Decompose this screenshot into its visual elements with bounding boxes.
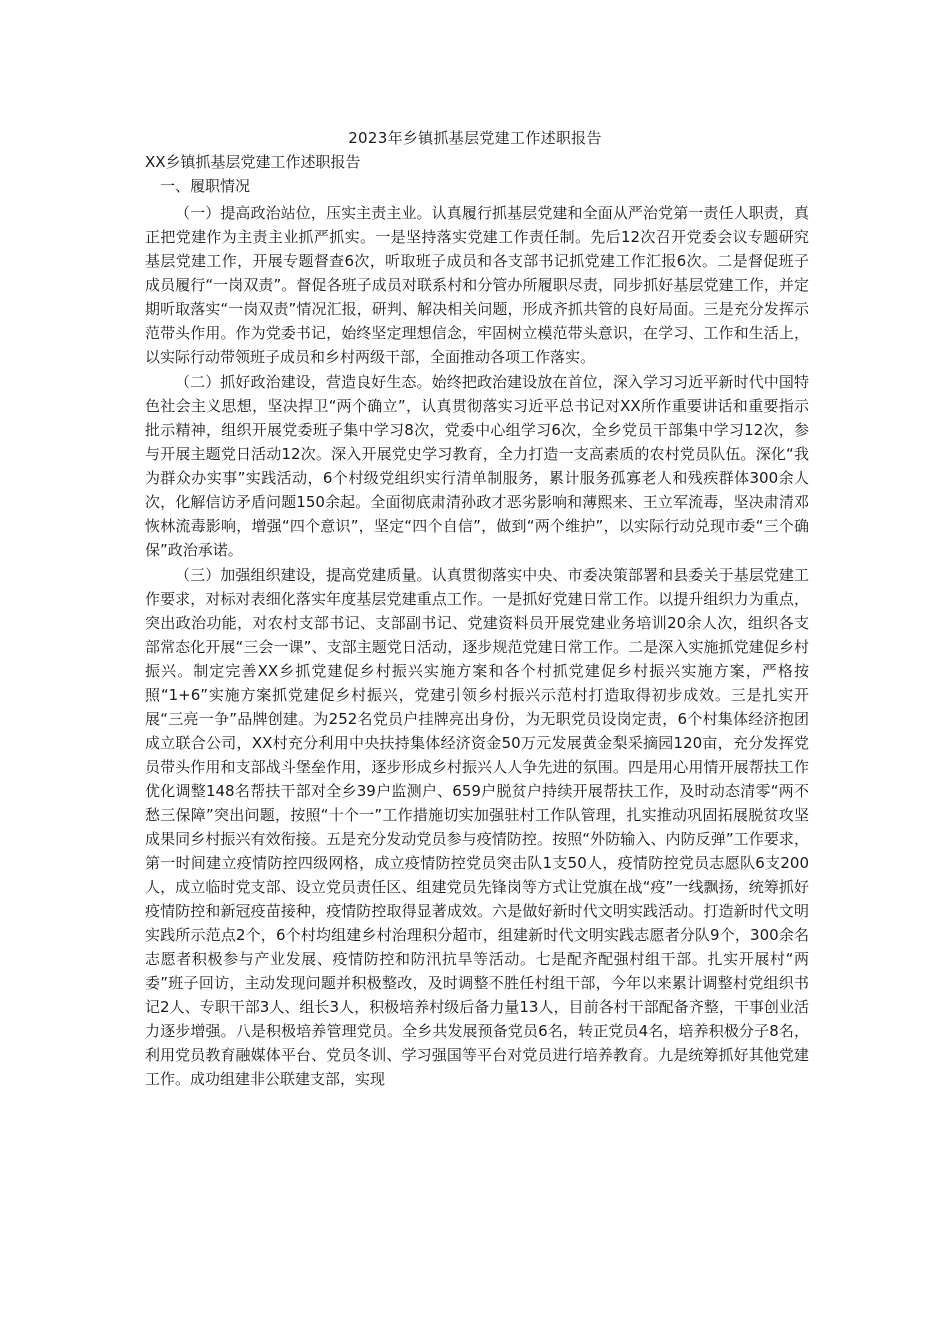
document-subtitle: XX乡镇抓基层党建工作述职报告 xyxy=(145,153,361,171)
document-body xyxy=(145,201,809,1091)
paragraph-2: （二）抓好政治建设，营造良好生态。始终把政治建设放在首位，深入学习习近平新时代中国特色社会主义思想，坚决捍卫“两个确立”，认真贯彻落实习近平总书记对XX所作重要讲话和重要指示批示精神，组织开展党委班子集中学习8次，党委中心组学习6次，全乡党员干部集中学习12次，参与开展主题党日活动12次。深入开展党史学习教育，全力打造一支高素质的农村党员队伍。深化“我为群众办实事”实践活动，6个村级党组织实行清单制服务，累计服务孤寡老人和残疾群体300余人次，化解信访矛盾问题150余起。全面彻底肃清孙政才恶劣影响和薄熙来、王立军流毒，坚决肃清邓恢林流毒影响，增强“四个意识”，坚定“四个自信”，做到“两个维护”，以实际行动兑现市委“三个确保”政治承诺。 xyxy=(145,373,809,559)
document-title: 2023年乡镇抓基层党建工作述职报告 xyxy=(348,129,602,147)
section-heading: 一、履职情况 xyxy=(160,177,251,195)
paragraph-3: （三）加强组织建设，提高党建质量。认真贯彻落实中央、市委决策部署和县委关于基层党建工作要求，对标对表细化落实年度基层党建重点工作。一是抓好党建日常工作。以提升组织力为重点，突出政治功能，对农村支部书记、支部副书记、党建资料员开展党建业务培训20余人次，组织各支部常态化开展“三会一课”、支部主题党日活动，逐步规范党建日常工作。二是深入实施抓党建促乡村振兴。制定完善XX乡抓党建促乡村振兴实施方案和各个村抓党建促乡村振兴实施方案，严格按照“1+6”实施方案抓党建促乡村振兴，党建引领乡村振兴示范村打造取得初步成效。三是扎实开展“三亮一争”品牌创建。为252名党员户挂牌亮出身份，为无职党员设岗定责，6个村集体经济抱团成立联合公司，XX村充分利用中央扶持集体经济资金50万元发展黄金梨采摘园120亩，充分发挥党员带头作用和支部战斗堡垒作用，逐步形成乡村振兴人人争先进的氛围。四是用心用情开展帮扶工作优化调整148名帮扶干部对全乡39户监测户、659户脱贫户持续开展帮扶工作，及时动态清零“两不愁三保障”突出问题，按照“十个一”工作措施切实加强驻村工作队管理，扎实推动巩固拓展脱贫攻坚成果同乡村振兴有效衔接。五是充分发动党员参与疫情防控。按照“外防输入、内防反弹”工作要求，第一时间建立疫情防控四级网格，成立疫情防控党员突击队1支50人，疫情防控党员志愿队6支200人，成立临时党支部、设立党员责任区、组建党员先锋岗等方式让党旗在战“疫”一线飘扬，统筹抓好疫情防控和新冠疫苗接种，疫情防控取得显著成效。六是做好新时代文明实践活动。打造新时代文明实践所示范点2个，6个村均组建乡村治理积分超市，组建新时代文明实践志愿者分队9个，300余名志愿者积极参与产业发展、疫情防控和防汛抗旱等活动。七是配齐配强村组干部。扎实开展村“两委”班子回访，主动发现问题并积极整改，及时调整不胜任村组干部，今年以来累计调整村党组织书记2人、专职干部3人、组长3人，积极培养村级后备力量13人，目前各村干部配备齐整，干事创业活力逐步增强。八是积极培养管理党员。全乡共发展预备党员6名，转正党员4名，培养积极分子8名，利用党员教育融媒体平台、党员冬训、学习强国等平台对党员进行培养教育。九是统筹抓好其他党建工作。成功组建非公联建支部，实现 xyxy=(145,566,809,1088)
paragraph-1: （一）提高政治站位，压实主责主业。认真履行抓基层党建和全面从严治党第一责任人职责，真正把党建作为主责主业抓严抓实。一是坚持落实党建工作责任制。先后12次召开党委会议专题研究基层党建工作，开展专题督查6次，听取班子成员和各支部书记抓党建工作汇报6次。二是督促班子成员履行“一岗双责”。督促各班子成员对联系村和分管办所履职尽责，同步抓好基层党建工作，并定期听取落实“一岗双责”情况汇报，研判、解决相关问题，形成齐抓共管的良好局面。三是充分发挥示范带头作用。作为党委书记，始终坚定理想信念，牢固树立模范带头意识，在学习、工作和生活上，以实际行动带领班子成员和乡村两级干部，全面推动各项工作落实。 xyxy=(145,204,809,366)
